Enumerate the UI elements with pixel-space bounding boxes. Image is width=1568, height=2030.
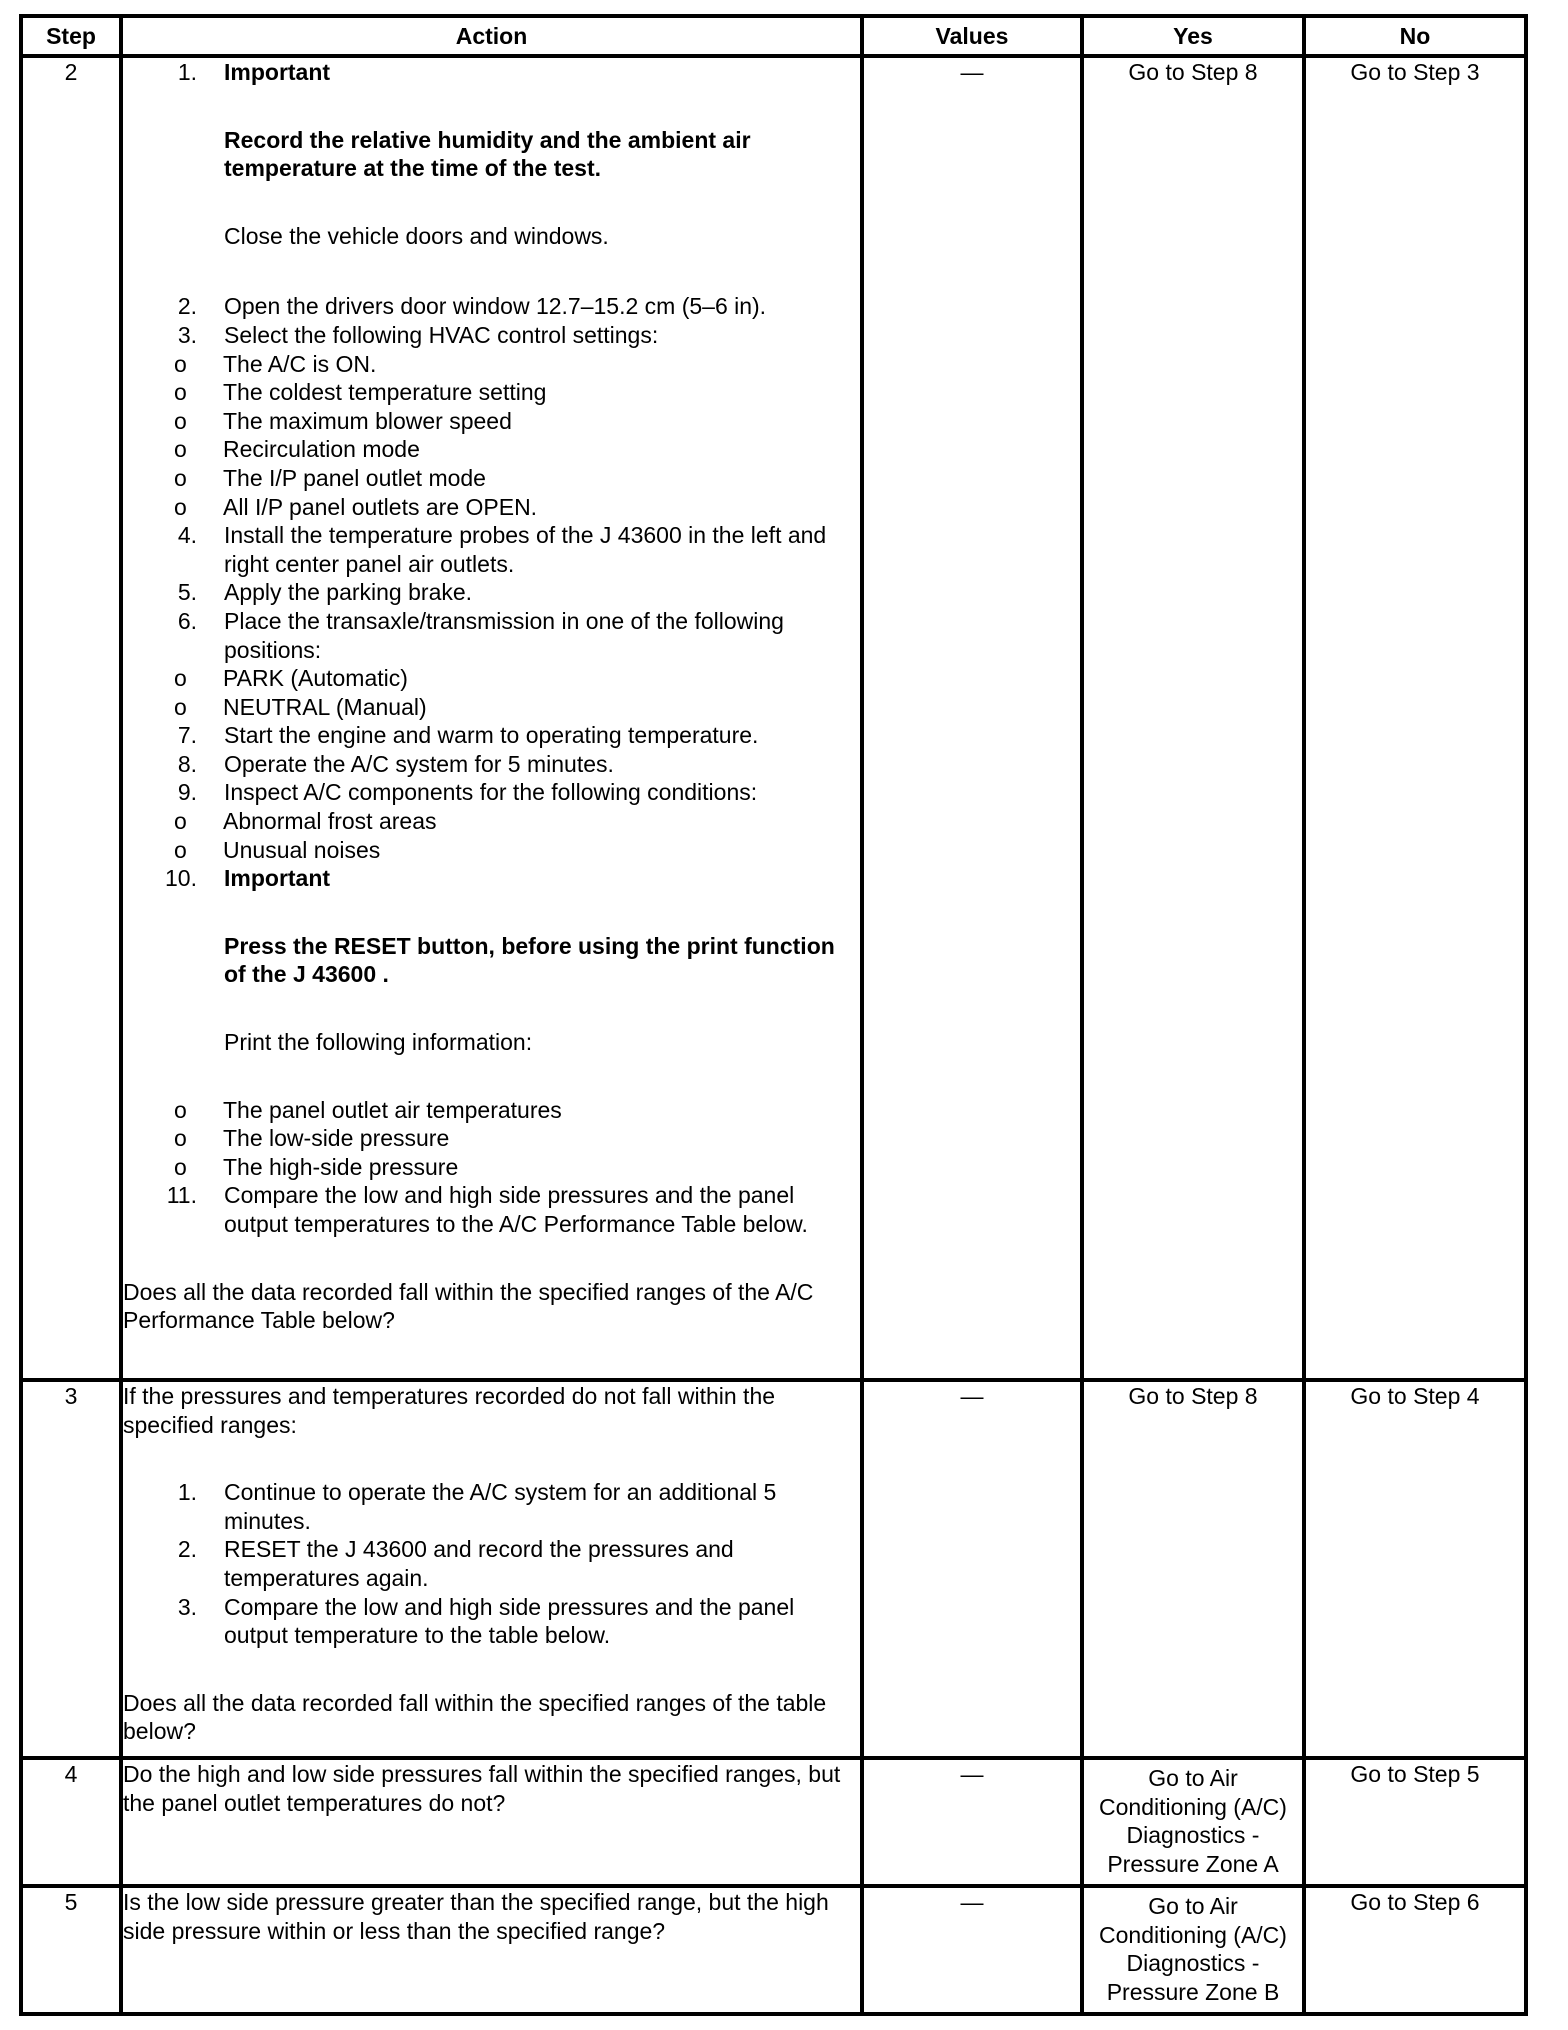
bullet-mark: o (174, 665, 187, 692)
action-item (123, 607, 860, 721)
bullet-mark: o (174, 1096, 187, 1123)
sub-list (123, 1096, 860, 1182)
item-number: 2. (177, 293, 197, 320)
action-cell (121, 1758, 862, 1886)
sub-item (123, 407, 860, 436)
item-number: 3. (177, 1593, 197, 1620)
sub-item (123, 378, 860, 407)
sub-item-text: The low-side pressure (223, 1125, 450, 1152)
action-item (123, 1593, 860, 1650)
sub-item (123, 493, 860, 522)
sub-item-text: NEUTRAL (Manual) (223, 693, 427, 720)
action-item (123, 521, 860, 578)
sub-item-text: The coldest temperature setting (223, 379, 547, 406)
sub-list (123, 664, 860, 721)
bullet-mark: o (174, 379, 187, 406)
values-cell: — (862, 1758, 1082, 1886)
sub-item-text: Abnormal frost areas (223, 808, 437, 835)
action-list (123, 58, 860, 1239)
sub-item-text: PARK (Automatic) (223, 665, 408, 692)
action-item (123, 1181, 860, 1238)
action-item (123, 321, 860, 521)
important-note: Record the relative humidity and the ambient air temperature at the time of the test. (224, 126, 751, 182)
yes-result (1082, 1758, 1304, 1886)
item-number: 7. (177, 722, 197, 749)
item-text: RESET the J 43600 and record the pressures and temperatures again. (224, 1536, 734, 1591)
step-question: Does all the data recorded fall within the specified ranges of the table below? (123, 1689, 827, 1745)
bullet-mark: o (174, 407, 187, 434)
item-number: 4. (177, 522, 197, 549)
action-item (123, 1535, 860, 1592)
step-intro: If the pressures and temperatures recorded do not fall within the specified ranges: (123, 1383, 776, 1438)
action-item (123, 750, 860, 779)
values-cell: — (862, 1886, 1082, 2014)
diagnostic-table (19, 14, 1528, 2016)
item-text: Inspect A/C components for the following conditions: (224, 779, 758, 806)
yes-result: Go to Step 8 (1082, 1380, 1304, 1758)
yes-result (1082, 1886, 1304, 2014)
item-text: Start the engine and warm to operating temperature. (224, 722, 759, 749)
no-result: Go to Step 6 (1304, 1886, 1526, 2014)
step-number: 5 (21, 1886, 121, 2014)
action-cell (121, 56, 862, 1380)
step-row-5 (21, 1886, 1526, 2014)
action-cell (121, 1886, 862, 2014)
diagnostic-table-sheet (19, 14, 1524, 2016)
action-item (123, 1478, 860, 1535)
action-item (123, 721, 860, 750)
sub-item (123, 836, 860, 865)
important-label: Important (224, 59, 331, 85)
item-number: 5. (177, 579, 197, 606)
action-item (123, 292, 860, 321)
values-cell: — (862, 1380, 1082, 1758)
bullet-mark: o (174, 464, 187, 491)
step-row-2 (21, 56, 1526, 1380)
sub-item (123, 1124, 860, 1153)
sub-item (123, 464, 860, 493)
item-text: Place the transaxle/transmission in one of the following positions: (224, 607, 784, 663)
item-text: Print the following information: (224, 1029, 533, 1056)
sub-item-text: Recirculation mode (223, 436, 420, 463)
step-number: 3 (21, 1380, 121, 1758)
header-values: Values (862, 16, 1082, 56)
yes-result-text: Go to Air Conditioning (A/C) Diagnostics - Pressure Zone A (1099, 1765, 1287, 1877)
bullet-mark: o (174, 1125, 187, 1152)
no-result: Go to Step 3 (1304, 56, 1526, 1380)
no-result: Go to Step 4 (1304, 1380, 1526, 1758)
item-text: Close the vehicle doors and windows. (224, 222, 609, 249)
bullet-mark: o (174, 350, 187, 377)
item-number: 1. (177, 59, 197, 85)
yes-result: Go to Step 8 (1082, 56, 1304, 1380)
bullet-mark: o (174, 693, 187, 720)
item-number: 11. (166, 1182, 197, 1209)
item-text: Continue to operate the A/C system for an additional 5 minutes. (224, 1479, 777, 1534)
sub-item-text: The I/P panel outlet mode (223, 464, 486, 491)
header-no: No (1304, 16, 1526, 56)
sub-item (123, 1153, 860, 1182)
yes-result-text: Go to Air Conditioning (A/C) Diagnostics - Pressure Zone B (1099, 1893, 1287, 2005)
bullet-mark: o (174, 808, 187, 835)
sub-item-text: The panel outlet air temperatures (223, 1096, 562, 1123)
action-item (123, 578, 860, 607)
step-question: Do the high and low side pressures fall within the specified ranges, but the panel outlet temperatures do not? (123, 1761, 841, 1816)
values-cell: — (862, 56, 1082, 1380)
bullet-mark: o (174, 836, 187, 863)
sub-item (123, 807, 860, 836)
header-yes: Yes (1082, 16, 1304, 56)
sub-item (123, 350, 860, 379)
sub-list (123, 350, 860, 522)
header-action: Action (121, 16, 862, 56)
header-row (21, 16, 1526, 56)
action-cell (121, 1380, 862, 1758)
important-label: Important (224, 865, 331, 892)
item-number: 3. (177, 321, 197, 348)
step-row-4 (21, 1758, 1526, 1886)
bullet-mark: o (174, 493, 187, 520)
item-text: Select the following HVAC control settings: (224, 321, 659, 348)
item-text: Apply the parking brake. (224, 579, 473, 606)
sub-item (123, 435, 860, 464)
step-question: Does all the data recorded fall within the specified ranges of the A/C Performance Table below? (123, 1278, 814, 1334)
item-text: Open the drivers door window 12.7–15.2 cm (5–6 in). (224, 293, 767, 320)
action-item (123, 58, 860, 292)
important-note: Press the RESET button, before using the print function of the J 43600 . (224, 932, 835, 988)
sub-item-text: The maximum blower speed (223, 407, 512, 434)
header-step: Step (21, 16, 121, 56)
bullet-mark: o (174, 436, 187, 463)
sub-item-text: Unusual noises (223, 836, 381, 863)
sub-item-text: The high-side pressure (223, 1153, 459, 1180)
sub-list (123, 807, 860, 864)
item-text: Install the temperature probes of the J 43600 in the left and right center panel air outlets. (224, 522, 827, 577)
sub-item (123, 1096, 860, 1125)
item-number: 9. (177, 779, 197, 806)
action-list (123, 1478, 860, 1650)
sub-item-text: All I/P panel outlets are OPEN. (223, 493, 538, 520)
item-number: 8. (177, 750, 197, 777)
item-text: Operate the A/C system for 5 minutes. (224, 750, 614, 777)
sub-item-text: The A/C is ON. (223, 350, 377, 377)
item-number: 1. (177, 1479, 197, 1506)
item-text: Compare the low and high side pressures and the panel output temperature to the table below. (224, 1593, 795, 1649)
step-number: 4 (21, 1758, 121, 1886)
action-item (123, 778, 860, 864)
no-result: Go to Step 5 (1304, 1758, 1526, 1886)
sub-item (123, 664, 860, 693)
item-number: 2. (177, 1536, 197, 1563)
sub-item (123, 693, 860, 722)
step-question: Is the low side pressure greater than the specified range, but the high side pressure within or less than the specified range? (123, 1889, 829, 1944)
item-number: 6. (177, 607, 197, 634)
item-number: 10. (165, 865, 197, 892)
action-item (123, 864, 860, 1181)
bullet-mark: o (174, 1153, 187, 1180)
step-number: 2 (21, 56, 121, 1380)
step-row-3 (21, 1380, 1526, 1758)
item-text: Compare the low and high side pressures and the panel output temperatures to the A/C Performance Table below. (224, 1182, 808, 1237)
